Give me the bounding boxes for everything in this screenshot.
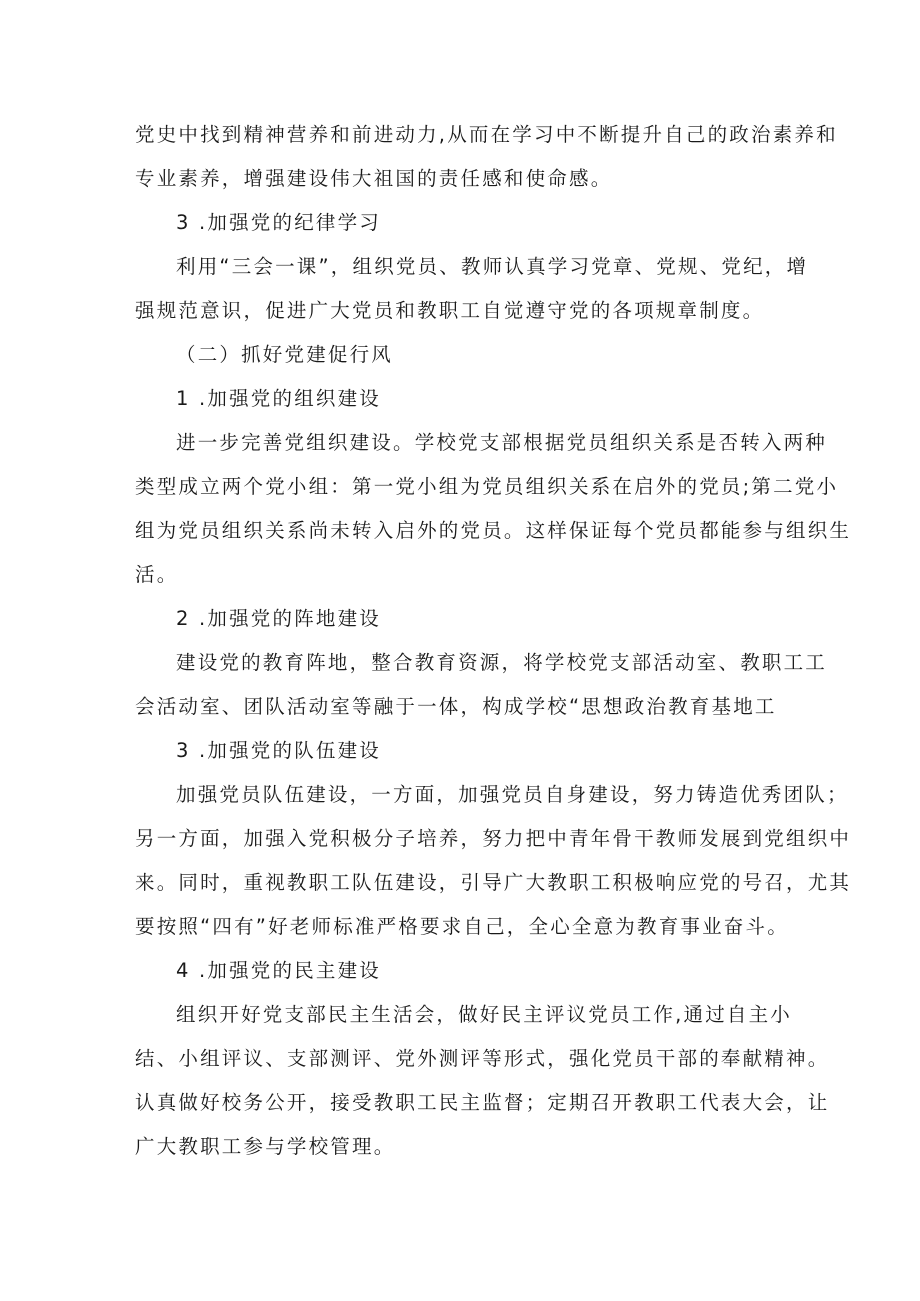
paragraph-line: 专业素养，增强建设伟大祖国的责任感和使命感。 [135, 167, 613, 190]
section-heading: 1 .加强党的组织建设 [176, 387, 382, 410]
section-heading: 3 .加强党的纪律学习 [176, 211, 382, 234]
section-heading: 3 .加强党的队伍建设 [176, 739, 382, 762]
section-heading: 2 .加强党的阵地建设 [176, 607, 382, 630]
paragraph-line: 活。 [135, 563, 179, 586]
paragraph-line: 建设党的教育阵地，整合教育资源，将学校党支部活动室、教职工工 [176, 651, 828, 674]
paragraph-line: 会活动室、团队活动室等融于一体，构成学校“思想政治教育基地工 [135, 695, 777, 718]
paragraph-line: 认真做好校务公开，接受教职工民主监督；定期召开教职工代表大会，让 [135, 1091, 830, 1114]
section-heading: 4 .加强党的民主建设 [176, 959, 382, 982]
paragraph-line: 利用“三会一课”，组织党员、教师认真学习党章、党规、党纪，增 [176, 255, 809, 278]
paragraph-line: 加强党员队伍建设，一方面，加强党员自身建设，努力铸造优秀团队； [176, 783, 849, 806]
paragraph-line: 来。同时，重视教职工队伍建设，引导广大教职工积极响应党的号召，尤其 [135, 871, 852, 894]
paragraph-line: 强规范意识，促进广大党员和教职工自觉遵守党的各项规章制度。 [135, 299, 765, 322]
paragraph-line: 另一方面，加强入党积极分子培养，努力把中青年骨干教师发展到党组织中 [135, 827, 852, 850]
paragraph-line: 组为党员组织关系尚未转入启外的党员。这样保证每个党员都能参与组织生 [135, 519, 852, 542]
paragraph-line: 党史中找到精神营养和前进动力,从而在学习中不断提升自己的政治素养和 [135, 123, 838, 146]
chapter-heading: （二）抓好党建促行风 [176, 343, 394, 366]
paragraph-line: 进一步完善党组织建设。学校党支部根据党员组织关系是否转入两种 [176, 431, 828, 454]
paragraph-line: 要按照“四有”好老师标准严格要求自己，全心全意为教育事业奋斗。 [135, 915, 789, 938]
paragraph-line: 结、小组评议、支部测评、党外测评等形式，强化党员干部的奉献精神。 [135, 1047, 830, 1070]
paragraph-line: 类型成立两个党小组：第一党小组为党员组织关系在启外的党员;第二党小 [135, 475, 839, 498]
paragraph-line: 组织开好党支部民主生活会，做好民主评议党员工作,通过自主小 [176, 1003, 792, 1026]
paragraph-line: 广大教职工参与学校管理。 [135, 1135, 396, 1158]
